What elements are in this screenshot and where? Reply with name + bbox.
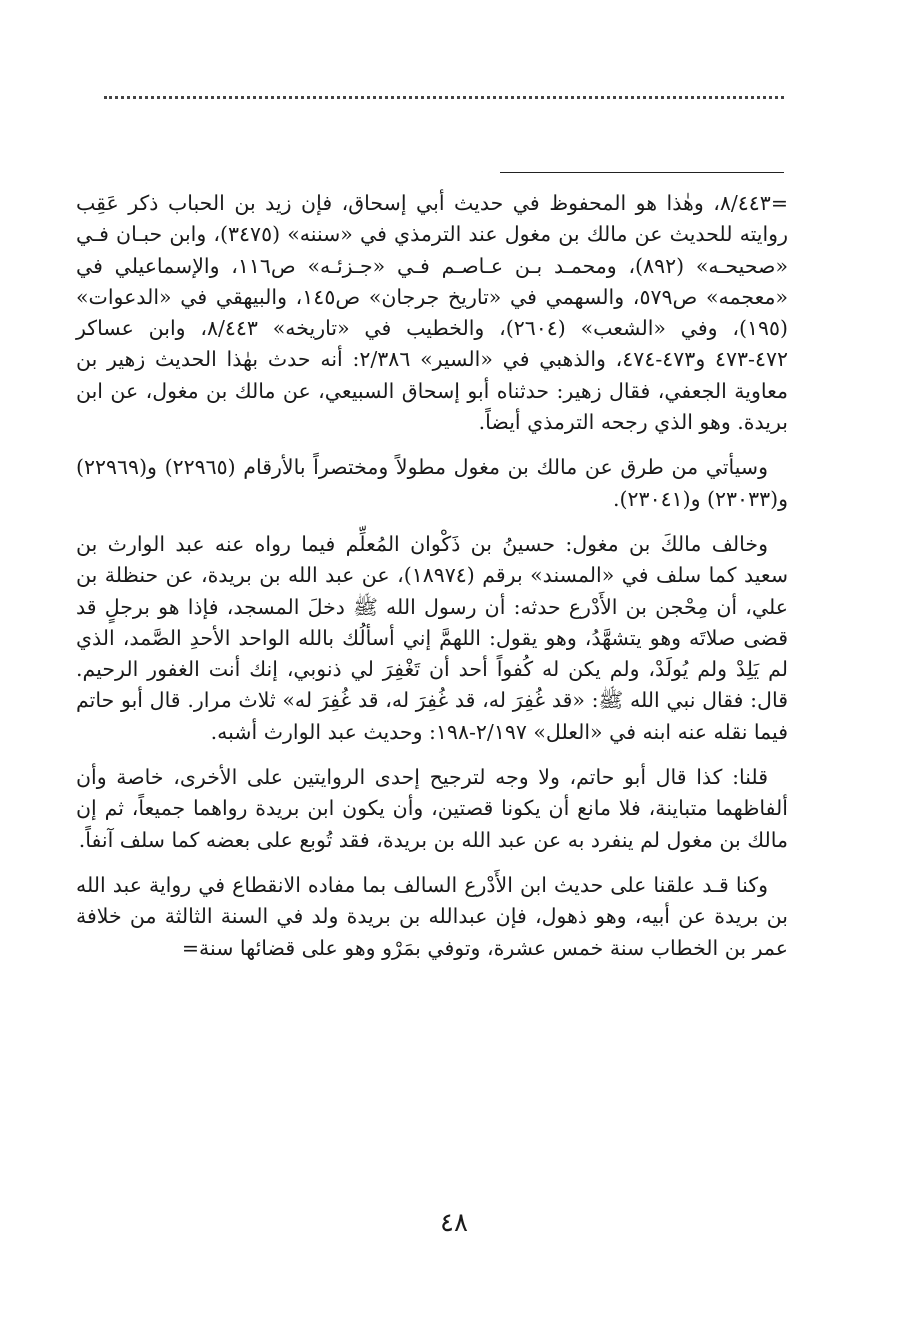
page-number: ٤٨: [440, 1208, 468, 1238]
paragraph-2: وسيأتي من طرق عن مالك بن مغول مطولاً ومختصراً بالأرقام (٢٢٩٦٥) و(٢٢٩٦٩) و(٢٣٠٣٣) و(٢٣٠٤١).: [76, 455, 788, 511]
paragraph-4: قلنا: كذا قال أبو حاتم، ولا وجه لترجيح إحدى الروايتين على الأخرى، خاصة وأن ألفاظهما متباينة، فلا مانع أن يكونا قصتين، وأن يكون ابن بريدة رواهما جميعاً، ثم إن مالك بن مغول لم ينفرد به عن عبد الله بن بريدة، فقد تُوبع على بعضه كما سلف آنفاً.: [76, 765, 788, 852]
paragraph-3: وخالف مالكَ بن مغول: حسينُ بن ذَكْوان المُعلِّم فيما رواه عنه عبد الوارث بن سعيد كما سلف في «المسند» برقم (١٨٩٧٤)، عن عبد الله بن بريدة، عن حنظلة بن علي، أن مِحْجن بن الأَدْرع حدثه: أن رسول الله ﷺ دخلَ المسجد، فإذا هو برجلٍ قد قضى صلاتَه وهو يتشهَّدُ، وهو يقول: اللهمَّ إني أسألُك بالله الواحد الأحدِ الصَّمد، الذي لم يَلِدْ ولم يُولَدْ، ولم يكن له كُفواً أحد أن تَغْفِرَ لي ذنوبي، إنك أنت الغفور الرحيم. قال: فقال نبي الله ﷺ: «قد غُفِرَ له، قد غُفِرَ له، قد غُفِرَ له» ثلاث مرار. قال أبو حاتم فيما نقله عنه ابنه في «العلل» ٢/١٩٧-١٩٨: وحديث عبد الوارث أشبه.: [76, 531, 789, 744]
header-dotted-rule: [104, 96, 784, 99]
footnote-text-block: [76, 188, 788, 978]
footnote-separator: [500, 172, 784, 173]
paragraph-5: وكنا قـد علقنا على حديث ابن الأَدْرع السالف بما مفاده الانقطاع في رواية عبد الله بن بريدة عن أبيه، وهو ذهول، فإن عبدالله بن بريدة ولد في السنة الثالثة من خلافة عمر بن الخطاب سنة خمس عشرة، وتوفي بمَرْو وهو على قضائها سنة=: [76, 872, 788, 960]
paragraph-1: =٨/٤٤٣، وهٰذا هو المحفوظ في حديث أبي إسحاق، فإن زيد بن الحباب ذكر عَقِب روايته للحديث عن مالك بن مغول عند الترمذي في «سننه» (٣٤٧٥)، وابن حبـان فـي «صحيحـه» (٨٩٢)، ومحمـد بـن عـاصـم فـي «جـزئـه» ص١١٦، والإسماعيلي في «معجمه» ص٥٧٩، والسهمي في «تاريخ جرجان» ص١٤٥، والبيهقي في «الدعوات» (١٩٥)، وفي «الشعب» (٢٦٠٤)، والخطيب في «تاريخه» ٨/٤٤٣، وابن عساكر ٤٧٢-٤٧٣ و٤٧٣-٤٧٤، والذهبي في «السير» ٢/٣٨٦: أنه حدث بهٰذا الحديث زهير بن معاوية الجعفي، فقال زهير: حدثناه أبو إسحاق السبيعي، عن مالك بن مغول، عن ابن بريدة. وهو الذي رجحه الترمذي أيضاً.: [76, 191, 788, 435]
